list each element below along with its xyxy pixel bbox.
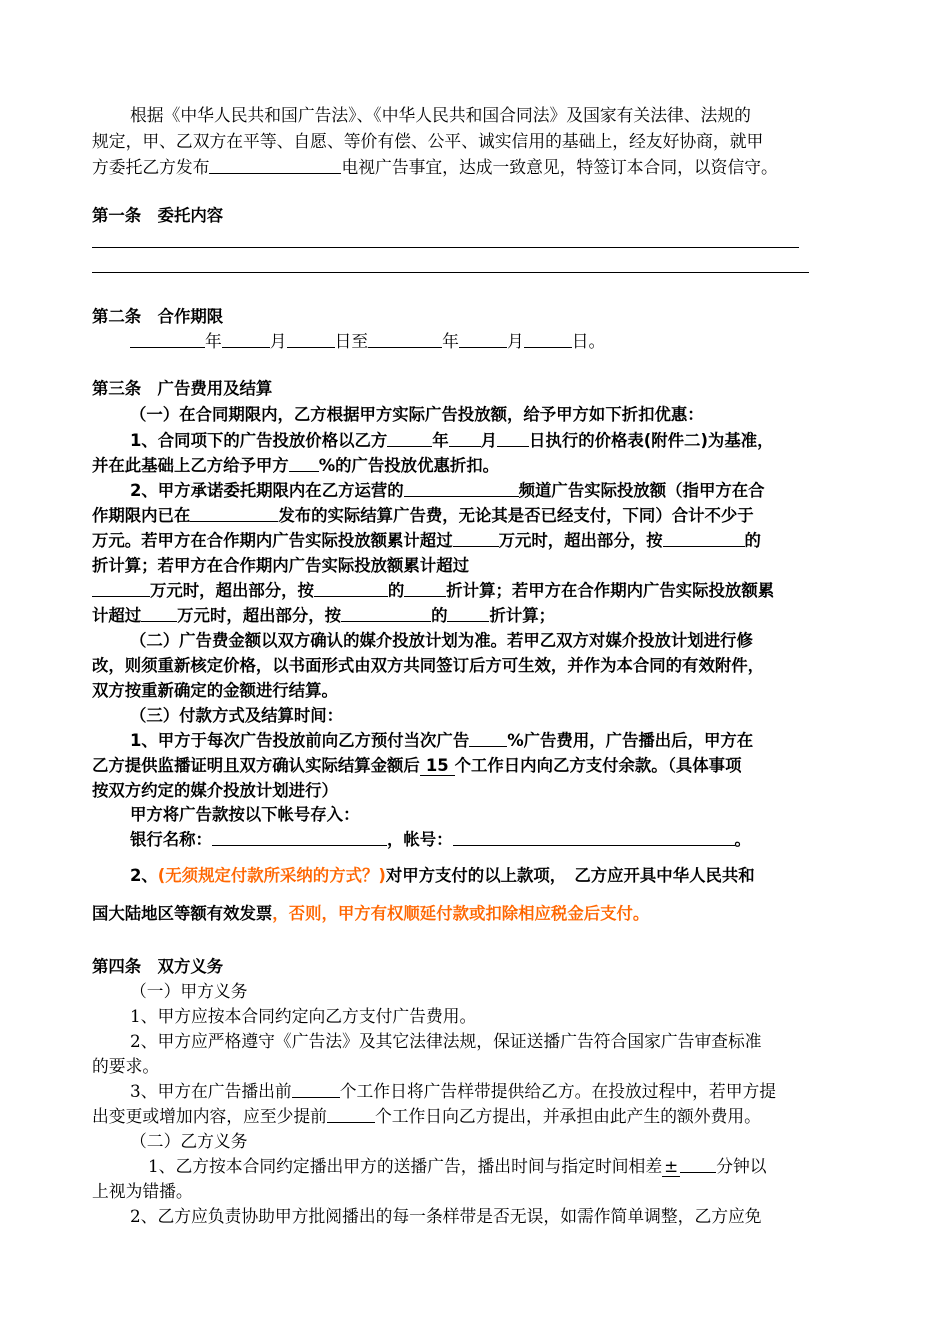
review-comment: (无须规定付款所采纳的方式？) (157, 866, 386, 885)
clause-4-1-2-line-2: 的要求。 (92, 1056, 160, 1076)
clause-4-1-2-line-1: 2、甲方应严格遵守《广告法》及其它法律法规，保证送播广告符合国家广告审查标准 (130, 1031, 762, 1051)
ad-content-blank[interactable] (209, 156, 341, 174)
price-year-blank[interactable] (387, 429, 432, 447)
start-year-blank[interactable] (130, 330, 205, 348)
bank-account-line: 银行名称： ，帐号： 。 (130, 830, 751, 849)
account-instruction: 甲方将广告款按以下帐号存入： (130, 805, 360, 824)
tolerance-sign: ± (664, 1156, 679, 1176)
review-insertion: ，否则，甲方有权顺延付款或扣除相应税金后支付。 (272, 904, 650, 923)
section-3-1: （一）在合同期限内，乙方根据甲方实际广告投放额，给予甲方如下折扣优惠： (130, 405, 704, 424)
payment-days-value[interactable]: 15 (420, 756, 455, 776)
change-notice-days-blank[interactable] (327, 1105, 375, 1123)
price-day-blank[interactable] (497, 429, 529, 447)
clause-3-3-1-line-1: 1、甲方于每次广告投放前向乙方预付当次广告 %广告费用，广告播出后，甲方在 (130, 731, 754, 750)
tolerance-minutes-blank[interactable] (680, 1155, 716, 1173)
cooperation-period-line: 年 月 日至 年 月 日。 (130, 329, 605, 353)
media-blank[interactable] (190, 504, 278, 522)
section-3-3: （三）付款方式及结算时间： (130, 706, 344, 725)
section-3-2-line-1: （二）广告费金额以双方确认的媒介投放计划为准。若甲乙双方对媒介投放计划进行修 (130, 631, 753, 650)
clause-3-3-1-line-3: 按双方约定的媒介投放计划进行） (92, 781, 338, 800)
clause-3-1-1-line-2: 并在此基础上乙方给予甲方 %的广告投放优惠折扣。 (92, 456, 500, 475)
threshold-1-blank[interactable] (453, 529, 499, 547)
clause-4-1-3-line-2: 出变更或增加内容，应至少提前 个工作日向乙方提出，并承担由此产生的额外费用。 (92, 1106, 761, 1126)
commission-content-line-1[interactable] (92, 247, 799, 248)
clause-3-3-1-line-2: 乙方提供监播证明且双方确认实际结算金额后 15 个工作日内向乙方支付余款。（具体事项 (92, 756, 742, 775)
clause-4-2-2-line-1: 2、乙方应负责协助甲方批阅播出的每一条样带是否无误，如需作简单调整，乙方应免 (130, 1206, 762, 1226)
clause-3-1-2-line-2: 作期限内已在 发布的实际结算广告费，无论其是否已经支付，下同）合计不少于 (92, 506, 754, 525)
article-3-title: 第三条 广告费用及结算 (92, 379, 273, 398)
preamble-line-3: 方委托乙方发布 电视广告事宜，达成一致意见，特签订本合同，以资信守。 (92, 157, 778, 177)
discount-percent-blank[interactable] (289, 454, 319, 472)
end-month-blank[interactable] (459, 330, 507, 348)
clause-3-1-2-line-3: 万元。若甲方在合作期内广告实际投放额累计超过 万元时，超出部分，按 的 (92, 531, 761, 550)
start-day-blank[interactable] (287, 330, 335, 348)
end-year-blank[interactable] (368, 330, 442, 348)
threshold-3-blank[interactable] (141, 604, 177, 622)
channel-blank[interactable] (404, 479, 519, 497)
article-2-title: 第二条 合作期限 (92, 307, 224, 326)
end-day-blank[interactable] (524, 330, 572, 348)
clause-3-1-2-line-1: 2、甲方承诺委托期限内在乙方运营的 频道广告实际投放额（指甲方在合 (130, 481, 765, 500)
prepay-percent-blank[interactable] (469, 729, 507, 747)
tape-days-blank[interactable] (292, 1080, 340, 1098)
account-number-blank[interactable] (453, 828, 735, 846)
article-1-title: 第一条 委托内容 (92, 206, 224, 225)
clause-4-2-1-line-1: 1、乙方按本合同约定播出甲方的送播广告，播出时间与指定时间相差 ± 分钟以 (148, 1156, 767, 1176)
preamble-line-1: 根据《中华人民共和国广告法》、《中华人民共和国合同法》及国家有关法律、法规的 (130, 105, 751, 125)
section-3-2-line-2: 改，则须重新核定价格，以书面形式由双方共同签订后方可生效，并作为本合同的有效附件， (92, 656, 765, 675)
rate-1-blank[interactable] (663, 529, 745, 547)
clause-3-1-2-line-6: 计超过 万元时，超出部分，按 的 折计算； (92, 606, 556, 625)
clause-3-3-2-line-2: 国大陆地区等额有效发票，否则，甲方有权顺延付款或扣除相应税金后支付。 (92, 904, 650, 923)
discount-3-blank[interactable] (447, 604, 489, 622)
commission-content-line-2[interactable] (92, 272, 809, 273)
clause-4-2-1-line-2: 上视为错播。 (92, 1181, 193, 1201)
discount-2-blank[interactable] (404, 579, 446, 597)
rate-3-blank[interactable] (341, 604, 431, 622)
price-month-blank[interactable] (449, 429, 481, 447)
clause-4-1-3-line-1: 3、甲方在广告播出前 个工作日将广告样带提供给乙方。在投放过程中，若甲方提 (130, 1081, 777, 1101)
clause-3-1-2-line-5: 万元时，超出部分，按 的 折计算；若甲方在合作期内广告实际投放额累 (92, 579, 774, 603)
threshold-2-blank[interactable] (92, 579, 150, 597)
article-4-title: 第四条 双方义务 (92, 957, 224, 976)
clause-3-1-1-line-1: 1、合同项下的广告投放价格以乙方 年 月 日执行的价格表(附件二)为基准， (130, 431, 774, 450)
rate-2-blank[interactable] (314, 579, 388, 597)
clause-3-1-2-line-4: 折计算；若甲方在合作期内广告实际投放额累计超过 (92, 556, 469, 575)
section-4-2: （二）乙方义务 (130, 1131, 248, 1151)
bank-name-blank[interactable] (212, 828, 387, 846)
preamble-line-2: 规定，甲、乙双方在平等、自愿、等价有偿、公平、诚实信用的基础上，经友好协商，就甲 (92, 131, 764, 151)
section-4-1: （一）甲方义务 (130, 981, 248, 1001)
clause-3-3-2-line-1: 2、(无须规定付款所采纳的方式？)对甲方支付的以上款项， 乙方应开具中华人民共和 (130, 866, 755, 885)
start-month-blank[interactable] (222, 330, 270, 348)
section-3-2-line-3: 双方按重新确定的金额进行结算。 (92, 681, 338, 700)
clause-4-1-1: 1、甲方应按本合同约定向乙方支付广告费用。 (130, 1006, 477, 1026)
